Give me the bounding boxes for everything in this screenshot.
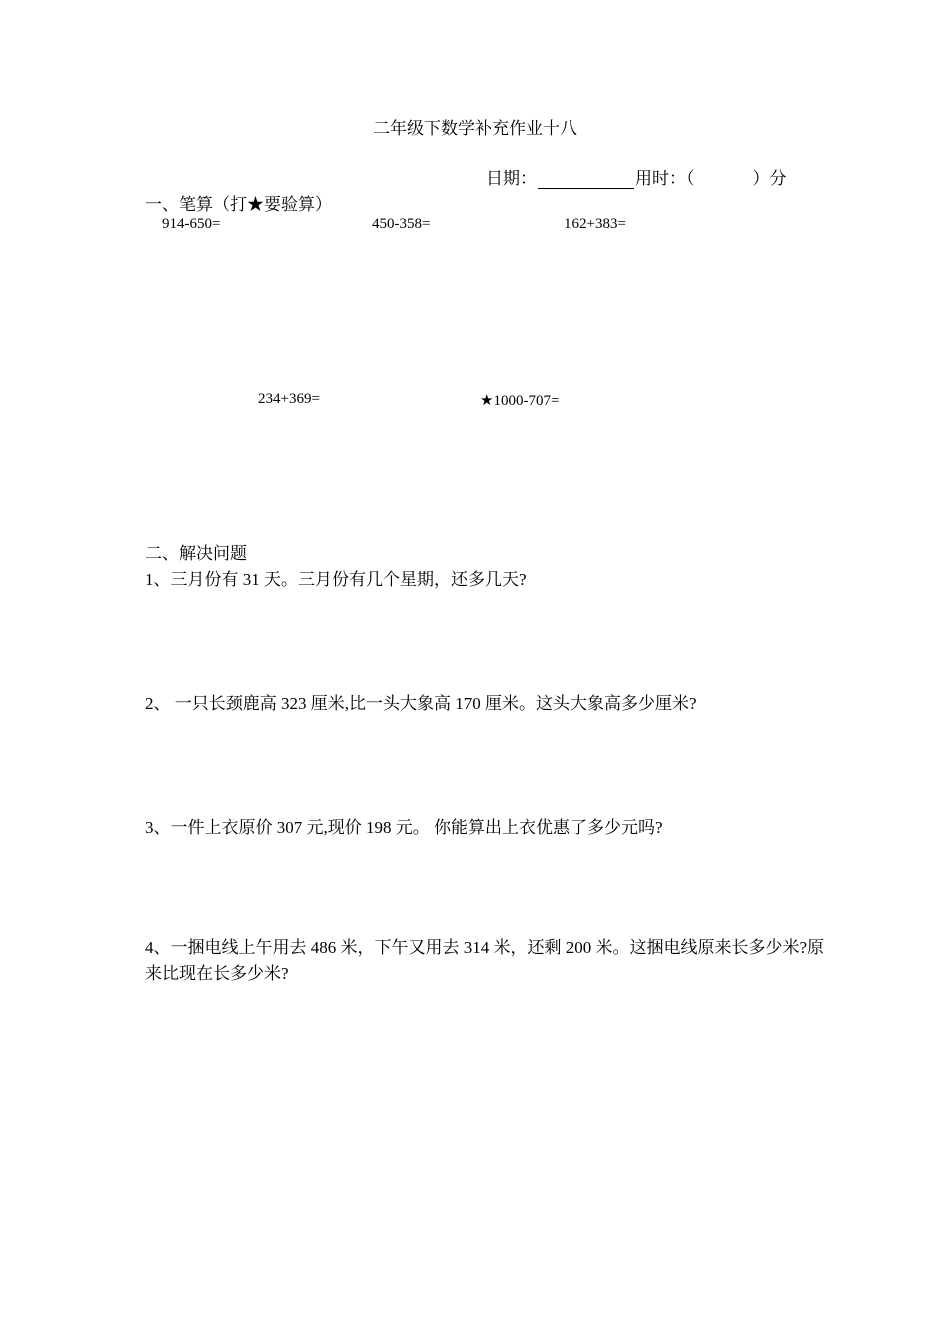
calc-problem-starred: ★1000-707= [480, 393, 560, 409]
time-label: 用时：（ [635, 169, 695, 188]
word-problem: 3、一件上衣原价 307 元,现价 198 元。 你能算出上衣优惠了多少元吗? [145, 818, 663, 837]
word-problem: 1、三月份有 31 天。三月份有几个星期，还多几天? [145, 570, 527, 589]
calc-problem: 914-650= [162, 216, 221, 232]
section1-heading: 一、笔算（打★要验算） [145, 195, 332, 214]
word-problem: 4、一捆电线上午用去 486 米，下午又用去 314 米，还剩 200 米。这捆电线原来长多少米?原来比现在长多少米? [145, 938, 825, 983]
calc-problem: 234+369= [258, 391, 320, 407]
calc-problem: 162+383= [564, 216, 626, 232]
page-title: 二年级下数学补充作业十八 [373, 119, 577, 138]
calc-problem: 450-358= [372, 216, 431, 232]
time-unit: ）分 [752, 169, 787, 188]
date-label: 日期： [486, 169, 537, 188]
date-time-row [486, 164, 787, 189]
date-blank [538, 168, 634, 189]
section2-heading: 二、解决问题 [145, 544, 247, 563]
word-problem: 2、 一只长颈鹿高 323 厘米,比一头大象高 170 厘米。这头大象高多少厘米? [145, 694, 697, 713]
